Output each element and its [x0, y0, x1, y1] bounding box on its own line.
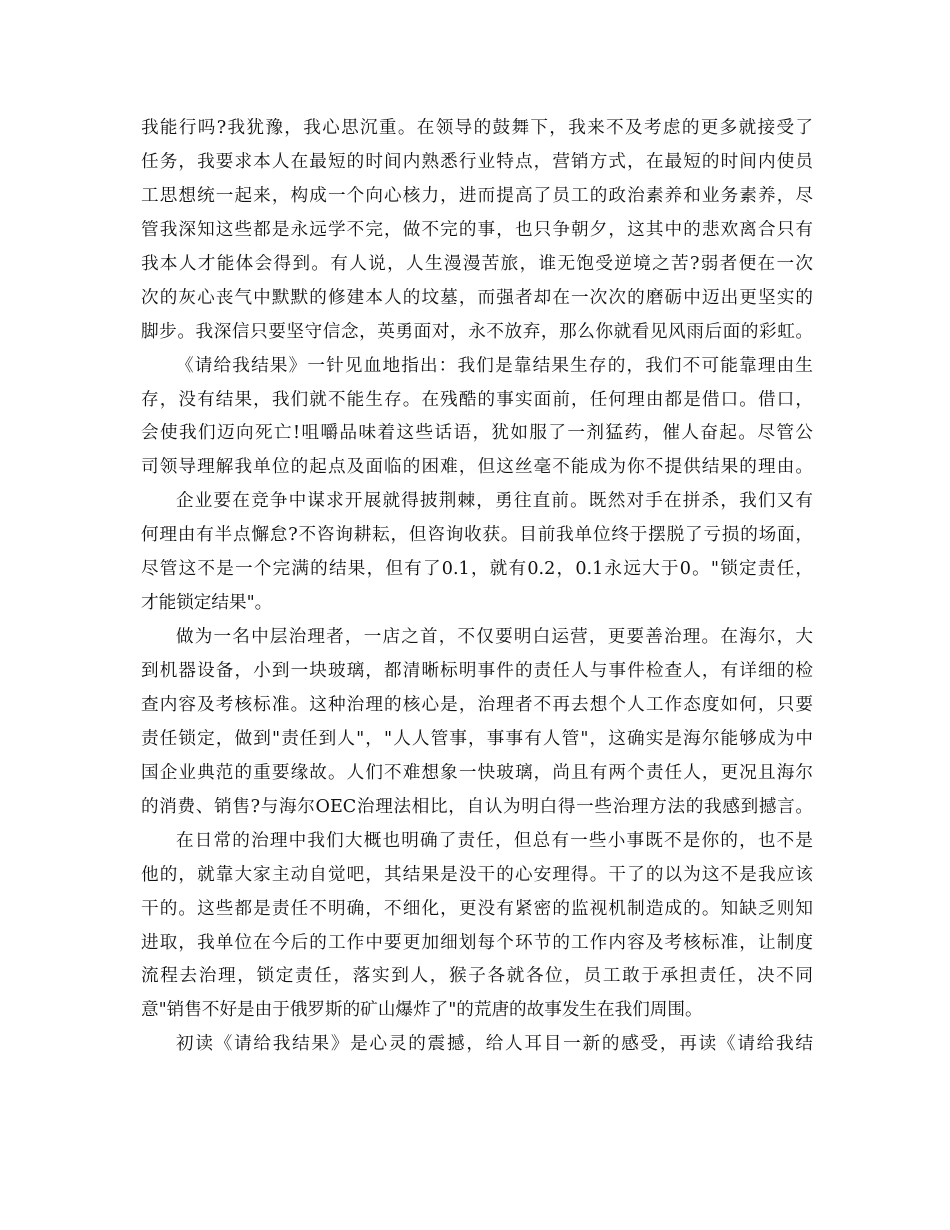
text-line: 我本人才能体会得到。有人说，人生漫漫苦旅，谁无饱受逆境之苦?弱者便在一次: [141, 253, 813, 274]
text-line: 企业要在竞争中谋求开展就得披荆棘，勇往直前。既然对手在拼杀，我们又有: [176, 491, 813, 512]
text-line: 次的灰心丧气中默默的修建本人的坟墓，而强者却在一次次的磨砺中迈出更坚实的: [141, 287, 813, 308]
text-line: 到机器设备，小到一块玻璃，都清晰标明事件的责任人与事件检查人，有详细的检: [141, 661, 813, 681]
text-line: 管我深知这些都是永远学不完，做不完的事，也只争朝夕，这其中的悲欢离合只有: [141, 219, 813, 240]
text-line: 进取，我单位在今后的工作中要更加细划每个环节的工作内容及考核标准，让制度: [141, 932, 813, 953]
text-line: 才能锁定结果"。: [141, 593, 273, 614]
text-line: 《请给我结果》一针见血地指出：我们是靠结果生存的，我们不可能靠理由生: [176, 355, 813, 376]
text-line: 查内容及考核标准。这种治理的核心是，治理者不再去想个人工作态度如何，只要: [141, 694, 813, 715]
text-line: 存，没有结果，我们就不能生存。在残酷的事实面前，任何理由都是借口。借口，: [141, 389, 813, 410]
text-line: 在日常的治理中我们大概也明确了责任，但总有一些小事既不是你的，也不是: [176, 830, 813, 851]
text-line: 国企业典范的重要缘故。人们不难想象一快玻璃，尚且有两个责任人，更况且海尔: [141, 762, 813, 783]
text-line: 司领导理解我单位的起点及面临的困难，但这丝毫不能成为你不提供结果的理由。: [141, 457, 813, 478]
text-line: 意"销售不好是由于俄罗斯的矿山爆炸了"的荒唐的故事发生在我们周围。: [141, 1000, 703, 1021]
text-line: 流程去治理，锁定责任，落实到人，猴子各就各位，员工敢于承担责任，决不同: [141, 966, 813, 987]
text-line: 工思想统一起来，构成一个向心核力，进而提高了员工的政治素养和业务素养，尽: [141, 185, 813, 206]
text-line: 会使我们迈向死亡!咀嚼品味着这些话语，犹如服了一剂猛药，催人奋起。尽管公: [141, 423, 813, 444]
text-line: 尽管这不是一个完满的结果，但有了0.1，就有0.2，0.1永远大于0。"锁定责任，: [141, 559, 813, 580]
text-line: 脚步。我深信只要坚守信念，英勇面对，永不放弃，那么你就看见风雨后面的彩虹。: [141, 321, 813, 342]
text-line: 初读《请给我结果》是心灵的震撼，给人耳目一新的感受，再读《请给我结: [176, 1034, 813, 1055]
text-line: 做为一名中层治理者，一店之首，不仅要明白运营，更要善治理。在海尔，大: [176, 627, 813, 648]
body-text: [141, 112, 813, 1062]
text-line: 何理由有半点懈怠?不咨询耕耘，但咨询收获。目前我单位终于摆脱了亏损的场面，: [141, 525, 813, 546]
text-line: 任务，我要求本人在最短的时间内熟悉行业特点，营销方式，在最短的时间内使员: [141, 151, 813, 172]
text-line: 责任锁定，做到"责任到人"，"人人管事，事事有人管"，这确实是海尔能够成为中: [141, 728, 813, 749]
text-line: 的消费、销售?与海尔OEC治理法相比，自认为明白得一些治理方法的我感到撼言。: [141, 796, 813, 817]
text-line: 他的，就靠大家主动自觉吧，其结果是没干的心安理得。干了的以为这不是我应该: [141, 864, 813, 885]
text-line: 我能行吗?我犹豫，我心思沉重。在领导的鼓舞下，我来不及考虑的更多就接受了: [141, 118, 813, 138]
text-line: 干的。这些都是责任不明确，不细化，更没有紧密的监视机制造成的。知缺乏则知: [141, 898, 813, 919]
